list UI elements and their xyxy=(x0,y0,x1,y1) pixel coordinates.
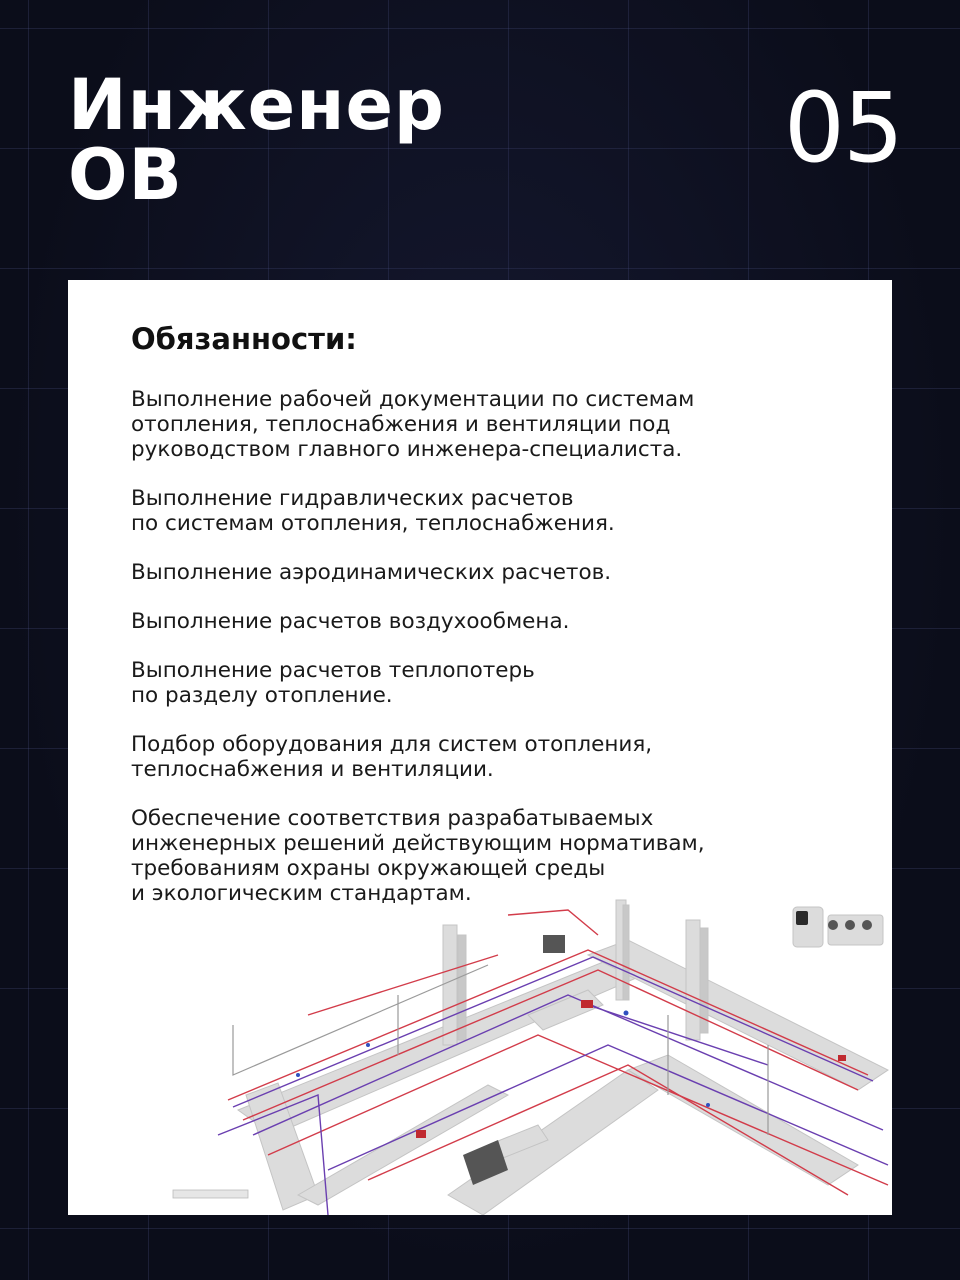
duty-item: Выполнение расчетов воздухообмена. xyxy=(131,609,570,634)
duty-item: Подбор оборудования для систем отопления, теплоснабжения и вентиляции. xyxy=(131,732,653,782)
duty-item: Выполнение аэродинамических расчетов. xyxy=(131,560,612,585)
duty-item: Выполнение расчетов теплопотерь по разделу отопление. xyxy=(131,658,535,708)
slide-number: 05 xyxy=(783,72,902,184)
duty-item: Выполнение рабочей документации по системам отопления, теплоснабжения и вентиляции под руководством главного инженера-специалиста. xyxy=(131,387,695,462)
duties-list xyxy=(131,387,851,930)
hvac-pipework-illustration xyxy=(68,895,892,1215)
page-title xyxy=(68,64,446,216)
title-line-1: Инженер xyxy=(68,64,446,146)
title-line-2: ОВ xyxy=(68,134,183,216)
duties-heading: Обязанности: xyxy=(131,322,357,356)
duty-item: Выполнение гидравлических расчетов по системам отопления, теплоснабжения. xyxy=(131,486,615,536)
duty-item: Обеспечение соответствия разрабатываемых инженерных решений действующим нормативам, требованиям охраны окружающей среды и экологическим стандартам. xyxy=(131,806,705,906)
duties-card xyxy=(68,280,892,1215)
